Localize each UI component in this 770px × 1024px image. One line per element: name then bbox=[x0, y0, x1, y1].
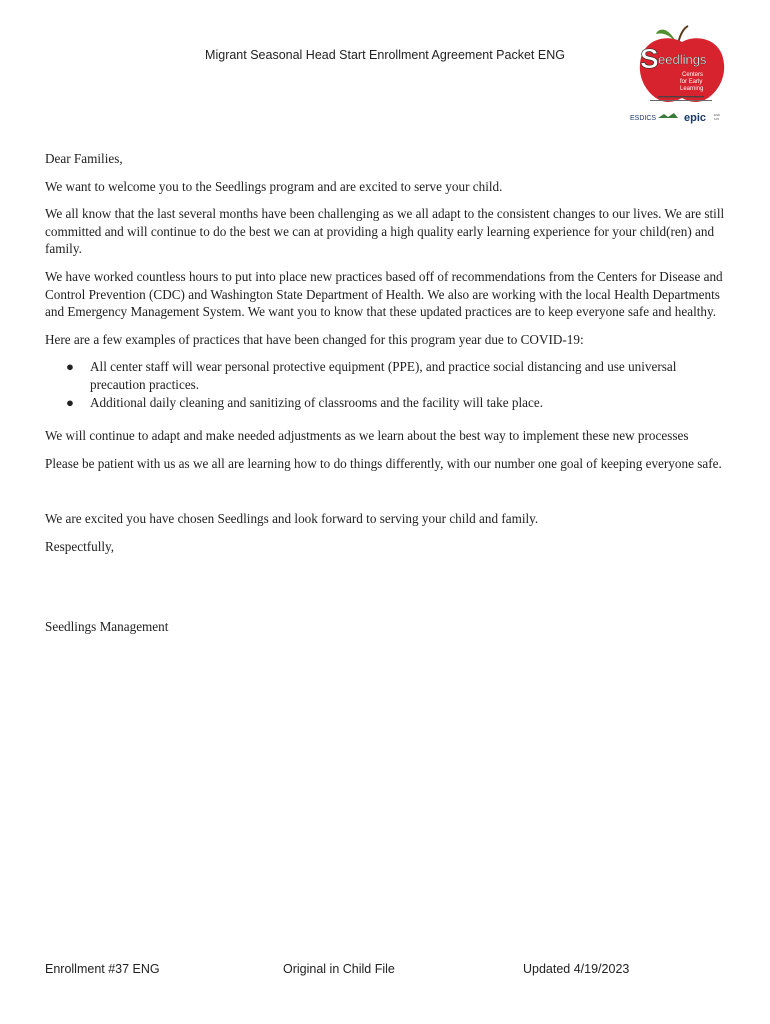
svg-text:Learning: Learning bbox=[680, 86, 704, 92]
letter-paragraph-7: We are excited you have chosen Seedlings and look forward to serving your child and family. bbox=[45, 511, 539, 527]
svg-text:for Early: for Early bbox=[680, 79, 703, 85]
list-item: ● All center staff will wear personal protective equipment (PPE), and practice social distancing and use universal precaution practices. bbox=[66, 359, 677, 392]
letter-paragraph-3: We have worked countless hours to put into place new practices based off of recommendations from the Centers for Disease and Control Prevention (CDC) and Washington State Department of Health. We also are working with the local Health Departments and Emergency Management System. We want you to know that these updated practices are to keep everyone safe and healthy. bbox=[45, 268, 723, 320]
svg-text:eedlings: eedlings bbox=[658, 52, 707, 67]
svg-text:105: 105 bbox=[714, 117, 720, 121]
document-header-title: Migrant Seasonal Head Start Enrollment Agreement Packet ENG bbox=[205, 48, 565, 62]
practices-list bbox=[45, 358, 725, 411]
letter-greeting: Dear Families, bbox=[45, 151, 123, 166]
footer-file-note: Original in Child File bbox=[283, 962, 395, 976]
footer-updated-date: Updated 4/19/2023 bbox=[523, 962, 630, 976]
letter-paragraph-4: Here are a few examples of practices that have been changed for this program year due to COVID-19: bbox=[45, 331, 584, 347]
letter-paragraph-5: We will continue to adapt and make needed adjustments as we learn about the best way to implement these new processes bbox=[45, 428, 689, 444]
letter-paragraph-2: We all know that the last several months have been challenging as we all adapt to the consistent changes to our lives. We are still committed and will continue to do the best we can at providing a high quality early learning experience for your child(ren) and family. bbox=[45, 206, 725, 257]
letter-closing: Respectfully, bbox=[45, 538, 115, 554]
bullet-icon: ● bbox=[66, 359, 74, 375]
svg-text:ESD: ESD bbox=[714, 113, 721, 117]
letter-paragraph-6: Please be patient with us as we all are learning how to do things differently, with our number one goal of keeping everyone safe. bbox=[45, 455, 722, 471]
svg-text:S: S bbox=[640, 43, 659, 74]
letter-body bbox=[45, 150, 725, 645]
svg-text:Centers: Centers bbox=[682, 72, 704, 78]
svg-text:epic: epic bbox=[684, 112, 707, 124]
bullet-icon: ● bbox=[66, 394, 74, 410]
letter-signature: Seedlings Management bbox=[45, 618, 169, 634]
list-item: ● Additional daily cleaning and sanitizing of classrooms and the facility will take place. bbox=[66, 394, 544, 410]
footer-form-number: Enrollment #37 ENG bbox=[45, 962, 160, 976]
letter-paragraph-1: We want to welcome you to the Seedlings program and are excited to serve your child. bbox=[45, 178, 503, 194]
svg-text:ESDICS: ESDICS bbox=[630, 115, 657, 122]
seedlings-logo bbox=[628, 24, 736, 126]
